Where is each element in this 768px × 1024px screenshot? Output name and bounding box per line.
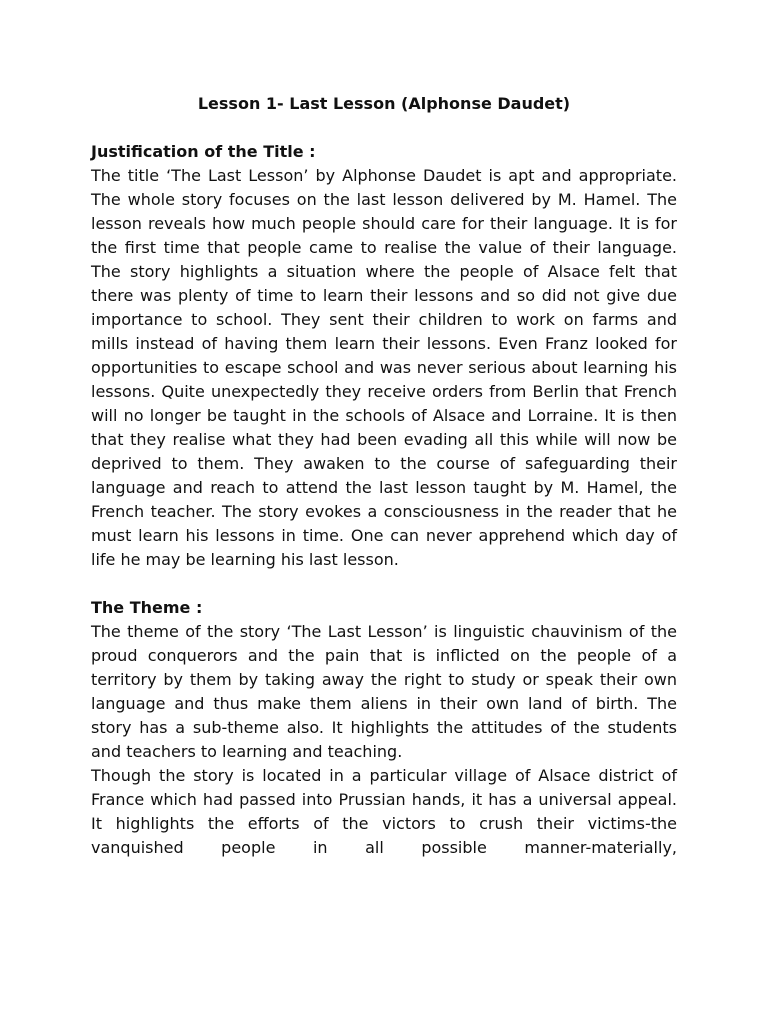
section-theme xyxy=(91,596,677,860)
document-page xyxy=(91,92,677,860)
document-title: Lesson 1- Last Lesson (Alphonse Daudet) xyxy=(197,94,571,113)
section-heading-theme: The Theme : xyxy=(91,598,203,617)
section-heading-justification: Justification of the Title : xyxy=(91,142,316,161)
section-justification xyxy=(91,140,677,572)
paragraph-theme-2: Though the story is located in a particular village of Alsace district of France which had passed into Prussian hands, it has a universal appeal. It highlights the efforts of the victors to crush their victims-the vanquished people in all possible manner-materially, xyxy=(91,766,677,857)
section-spacer xyxy=(91,572,677,596)
paragraph-justification: The title ‘The Last Lesson’ by Alphonse Daudet is apt and appropriate. The whole story focuses on the last lesson delivered by M. Hamel. The lesson reveals how much people should care for their language. It is for the first time that people came to realise the value of their language. The story highlights a situation where the people of Alsace felt that there was plenty of time to learn their lessons and so did not give due importance to school. They sent their children to work on farms and mills instead of having them learn their lessons. Even Franz looked for opportunities to escape school and was never serious about learning his lessons. Quite unexpectedly they receive orders from Berlin that French will no longer be taught in the schools of Alsace and Lorraine. It is then that they realise what they had been evading all this while will now be deprived to them. They awaken to the course of safeguarding their language and reach to attend the last lesson taught by M. Hamel, the French teacher. The story evokes a consciousness in the reader that he must learn his lessons in time. One can never apprehend which day of life he may be learning his last lesson. xyxy=(91,166,677,569)
paragraph-theme-1: The theme of the story ‘The Last Lesson’ is linguistic chauvinism of the proud conquerors and the pain that is inflicted on the people of a territory by them by taking away the right to study or speak their own language and thus make them aliens in their own land of birth. The story has a sub-theme also. It highlights the attitudes of the students and teachers to learning and teaching. xyxy=(91,622,677,761)
